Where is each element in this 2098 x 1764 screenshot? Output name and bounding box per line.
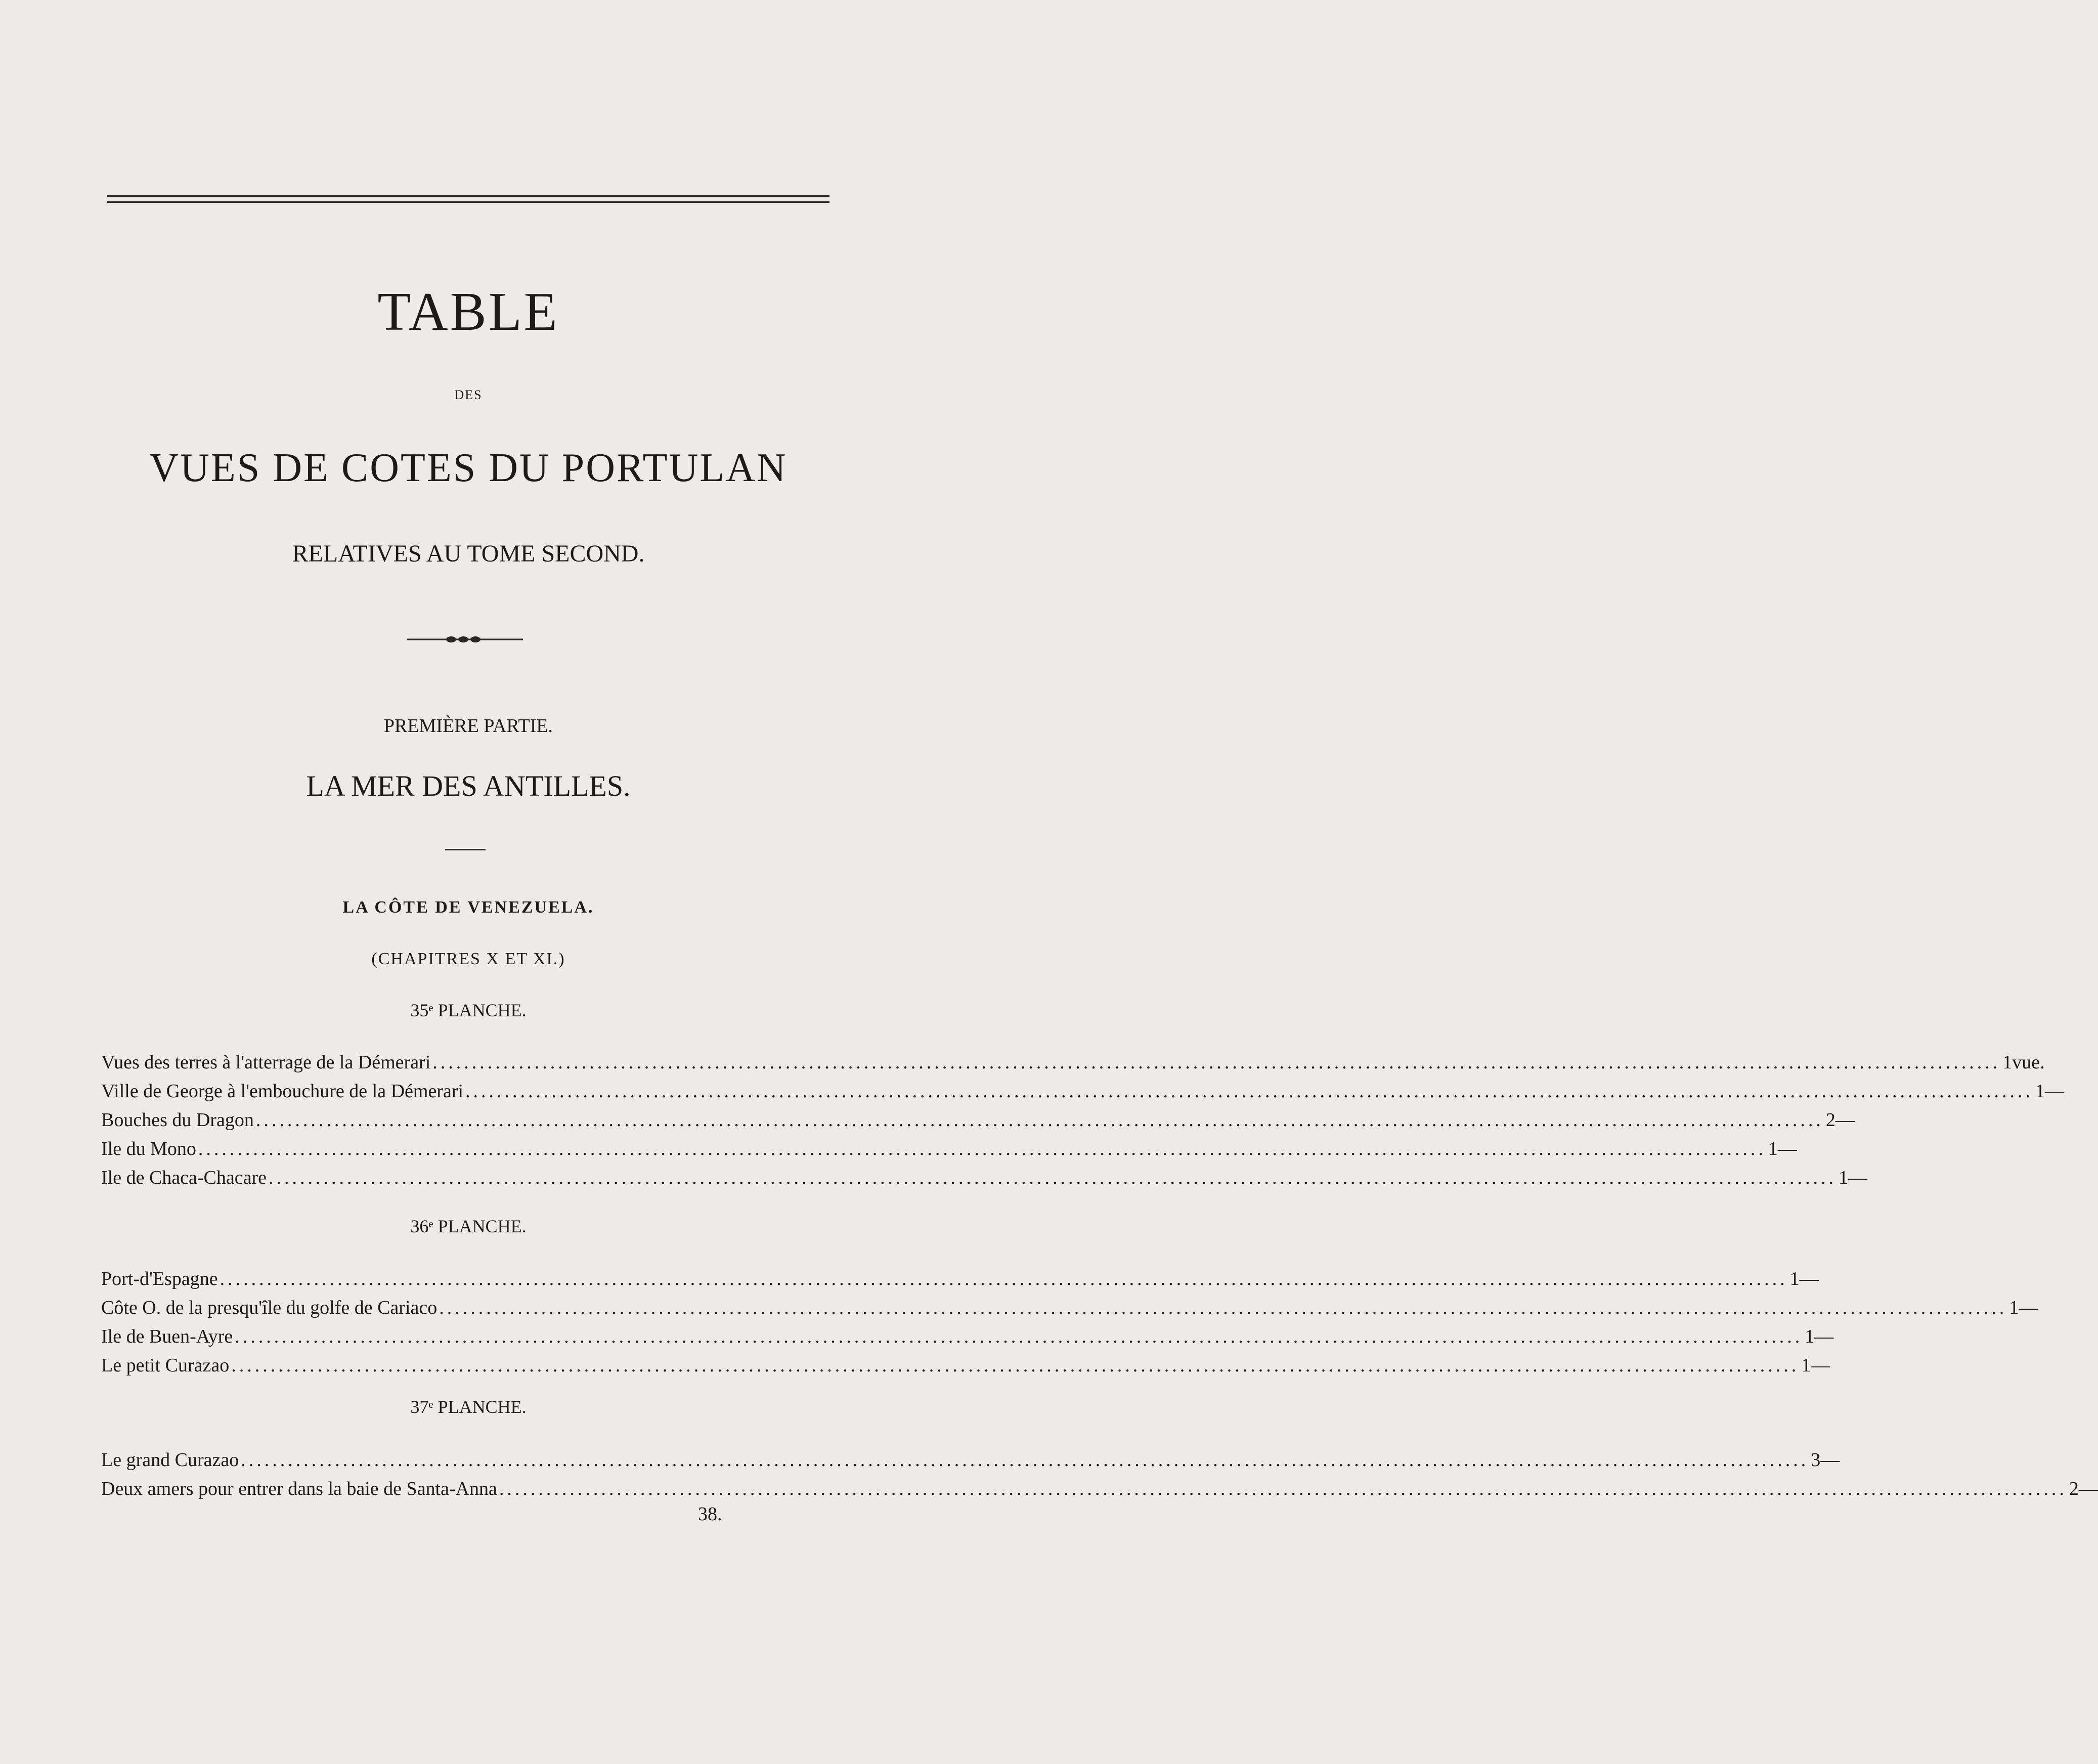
entry-unit: — xyxy=(1777,1138,1797,1159)
toc-entry xyxy=(101,1446,1840,1475)
dot-leader: ........................................................................................................................................................................................................ xyxy=(241,1449,1809,1471)
entry-count: 2 xyxy=(2069,1478,2079,1499)
entry-count: 1 xyxy=(2009,1297,2019,1318)
entry-unit: — xyxy=(1835,1109,1855,1131)
toc-entry xyxy=(101,1048,2045,1077)
toc-entry xyxy=(101,1135,1797,1164)
entry-unit: — xyxy=(1820,1449,1840,1471)
toc-entry xyxy=(101,1077,2065,1106)
entry-unit: — xyxy=(2078,1478,2098,1499)
entry-count: 2 xyxy=(1825,1109,1835,1131)
entry-label: Port-d'Espagne xyxy=(101,1268,218,1289)
dot-leader: ........................................................................................................................................................................................................ xyxy=(198,1138,1766,1159)
entry-unit: — xyxy=(1811,1355,1830,1376)
dot-leader: ........................................................................................................................................................................................................ xyxy=(269,1167,1837,1188)
section-heading: LA MER DES ANTILLES. xyxy=(306,769,631,802)
planche-heading: 36ᵉ PLANCHE. xyxy=(410,1216,527,1236)
planche-entries xyxy=(101,1048,2065,1192)
entry-unit: — xyxy=(1799,1268,1819,1289)
entry-count: 1 xyxy=(2035,1081,2045,1102)
entry-count: 1 xyxy=(2002,1052,2013,1073)
page-title: TABLE xyxy=(377,282,559,342)
dot-leader: ........................................................................................................................................................................................................ xyxy=(220,1268,1788,1289)
entry-label: Le grand Curazao xyxy=(101,1449,239,1471)
part-heading: PREMIÈRE PARTIE. xyxy=(383,715,553,737)
entry-unit: — xyxy=(1848,1167,1868,1188)
entry-count: 1 xyxy=(1768,1138,1778,1159)
title-connector: DES xyxy=(454,388,483,402)
dot-leader: ........................................................................................................................................................................................................ xyxy=(255,1109,1824,1131)
toc-entry xyxy=(101,1322,1834,1351)
entry-label: Ile de Chaca-Chacare xyxy=(101,1167,267,1188)
title-subject: VUES DE COTES DU PORTULAN xyxy=(149,446,788,490)
toc-entry xyxy=(101,1294,2038,1322)
planche-heading: 35ᵉ PLANCHE. xyxy=(410,1000,527,1020)
title-relatives: RELATIVES AU TOME SECOND. xyxy=(292,540,645,567)
entry-unit: — xyxy=(1814,1326,1834,1347)
toc-entry xyxy=(101,1106,1855,1135)
entry-count: 1 xyxy=(1789,1268,1800,1289)
planche-heading: 37ᵉ PLANCHE. xyxy=(410,1397,527,1417)
planche-entries xyxy=(101,1265,2038,1380)
entry-label: Côte O. de la presqu'île du golfe de Cariaco xyxy=(101,1297,438,1318)
entry-count: 1 xyxy=(1839,1167,1849,1188)
dot-leader: ........................................................................................................................................................................................................ xyxy=(499,1478,2067,1499)
short-rule xyxy=(445,849,486,850)
entry-label: Bouches du Dragon xyxy=(101,1109,254,1131)
ornament-divider xyxy=(407,633,523,646)
page-number: 38. xyxy=(698,1503,722,1525)
planche-entries xyxy=(101,1446,2098,1503)
dot-leader: ........................................................................................................................................................................................................ xyxy=(231,1355,1800,1376)
dot-leader: ........................................................................................................................................................................................................ xyxy=(235,1326,1803,1347)
toc-entry xyxy=(101,1265,1819,1294)
entry-label: Ile de Buen-Ayre xyxy=(101,1326,233,1347)
entry-unit: — xyxy=(2045,1081,2065,1102)
top-double-rule xyxy=(107,195,829,197)
dot-leader: ........................................................................................................................................................................................................ xyxy=(432,1052,2001,1073)
dot-leader: ........................................................................................................................................................................................................ xyxy=(439,1297,2007,1318)
entry-count: 1 xyxy=(1805,1326,1815,1347)
entry-label: Le petit Curazao xyxy=(101,1355,230,1376)
entry-unit: — xyxy=(2019,1297,2038,1318)
entry-label: Vues des terres à l'atterrage de la Démerari xyxy=(101,1052,431,1073)
top-double-rule-lower xyxy=(107,201,829,203)
chapters-note: (CHAPITRES X ET XI.) xyxy=(371,950,565,968)
entry-unit: vue. xyxy=(2012,1052,2045,1073)
entry-count: 1 xyxy=(1801,1355,1811,1376)
dot-leader: ........................................................................................................................................................................................................ xyxy=(465,1081,2034,1102)
entry-label: Ile du Mono xyxy=(101,1138,196,1159)
toc-entry xyxy=(101,1351,1830,1380)
entry-label: Ville de George à l'embouchure de la Démerari xyxy=(101,1081,464,1102)
toc-entry xyxy=(101,1164,1868,1192)
toc-entry xyxy=(101,1475,2098,1503)
entry-label: Deux amers pour entrer dans la baie de Santa-Anna xyxy=(101,1478,497,1499)
subsection-heading: LA CÔTE DE VENEZUELA. xyxy=(342,898,594,917)
entry-count: 3 xyxy=(1811,1449,1821,1471)
